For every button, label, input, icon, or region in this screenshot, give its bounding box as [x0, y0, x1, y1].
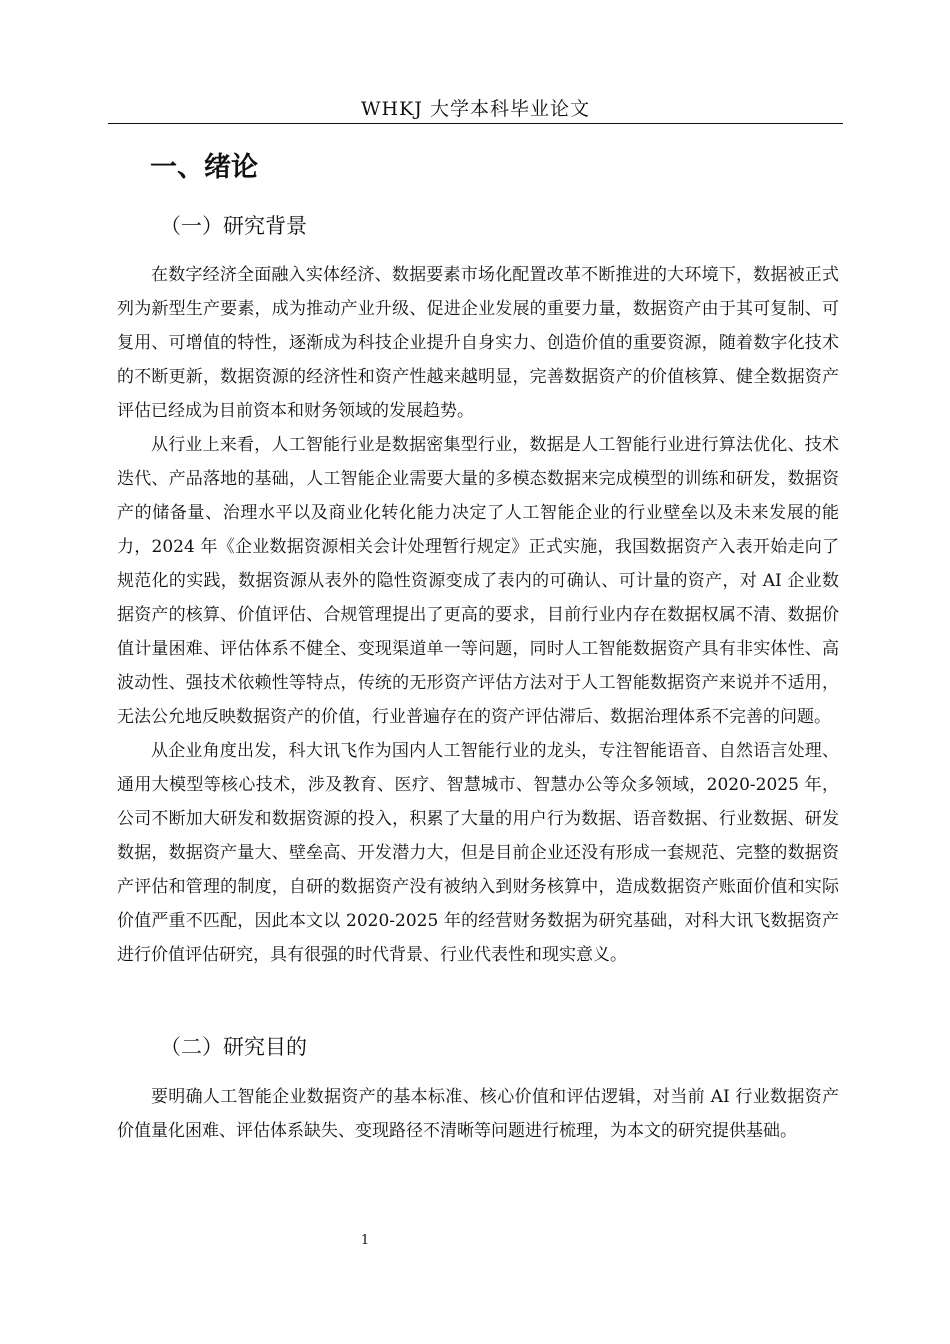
- chapter-title: 一、绪论: [150, 152, 258, 183]
- section-body-purpose: [117, 1080, 839, 1148]
- running-header: WHKJ 大学本科毕业论文: [361, 98, 590, 120]
- paragraph: 从行业上来看，人工智能行业是数据密集型行业，数据是人工智能行业进行算法优化、技术迭代、产品落地的基础，人工智能企业需要大量的多模态数据来完成模型的训练和研发，数据资产的储备量、治理水平以及商业化转化能力决定了人工智能企业的行业壁垒以及未来发展的能力，2024 年《企业数据资源相关会计处理暂行规定》正式实施，我国数据资产入表开始走向了规范化的实践，数据资源从表外的隐性资源变成了表内的可确认、可计量的资产，对 AI 企业数据资产的核算、价值评估、合规管理提出了更高的要求，目前行业内存在数据权属不清、数据价值计量困难、评估体系不健全、变现渠道单一等问题，同时人工智能数据资产具有非实体性、高波动性、强技术依赖性等特点，传统的无形资产评估方法对于人工智能数据资产来说并不适用，无法公允地反映数据资产的价值，行业普遍存在的资产评估滞后、数据治理体系不完善的问题。: [117, 435, 839, 727]
- header-divider: [108, 123, 843, 124]
- paragraph: 从企业角度出发，科大讯飞作为国内人工智能行业的龙头，专注智能语音、自然语言处理、通用大模型等核心技术，涉及教育、医疗、智慧城市、智慧办公等众多领域，2020-2025 年，公司不断加大研发和数据资源的投入，积累了大量的用户行为数据、语音数据、行业数据、研发数据，数据资产量大、壁垒高、开发潜力大，但是目前企业还没有形成一套规范、完整的数据资产评估和管理的制度，自研的数据资产没有被纳入到财务核算中，造成数据资产账面价值和实际价值严重不匹配，因此本文以 2020-2025 年的经营财务数据为研究基础，对科大讯飞数据资产进行价值评估研究，具有很强的时代背景、行业代表性和现实意义。: [117, 741, 839, 965]
- section-body-background: [117, 258, 839, 972]
- section-title-purpose: （二）研究目的: [160, 1035, 307, 1059]
- section-title-background: （一）研究背景: [160, 214, 307, 238]
- paragraph: 在数字经济全面融入实体经济、数据要素市场化配置改革不断推进的大环境下，数据被正式列为新型生产要素，成为推动产业升级、促进企业发展的重要力量，数据资产由于其可复制、可复用、可增值的特性，逐渐成为科技企业提升自身实力、创造价值的重要资源，随着数字化技术的不断更新，数据资源的经济性和资产性越来越明显，完善数据资产的价值核算、健全数据资产评估已经成为目前资本和财务领域的发展趋势。: [117, 265, 839, 421]
- page-number: 1: [360, 1233, 370, 1248]
- paragraph: 要明确人工智能企业数据资产的基本标准、核心价值和评估逻辑，对当前 AI 行业数据资产价值量化困难、评估体系缺失、变现路径不清晰等问题进行梳理，为本文的研究提供基础。: [117, 1087, 839, 1141]
